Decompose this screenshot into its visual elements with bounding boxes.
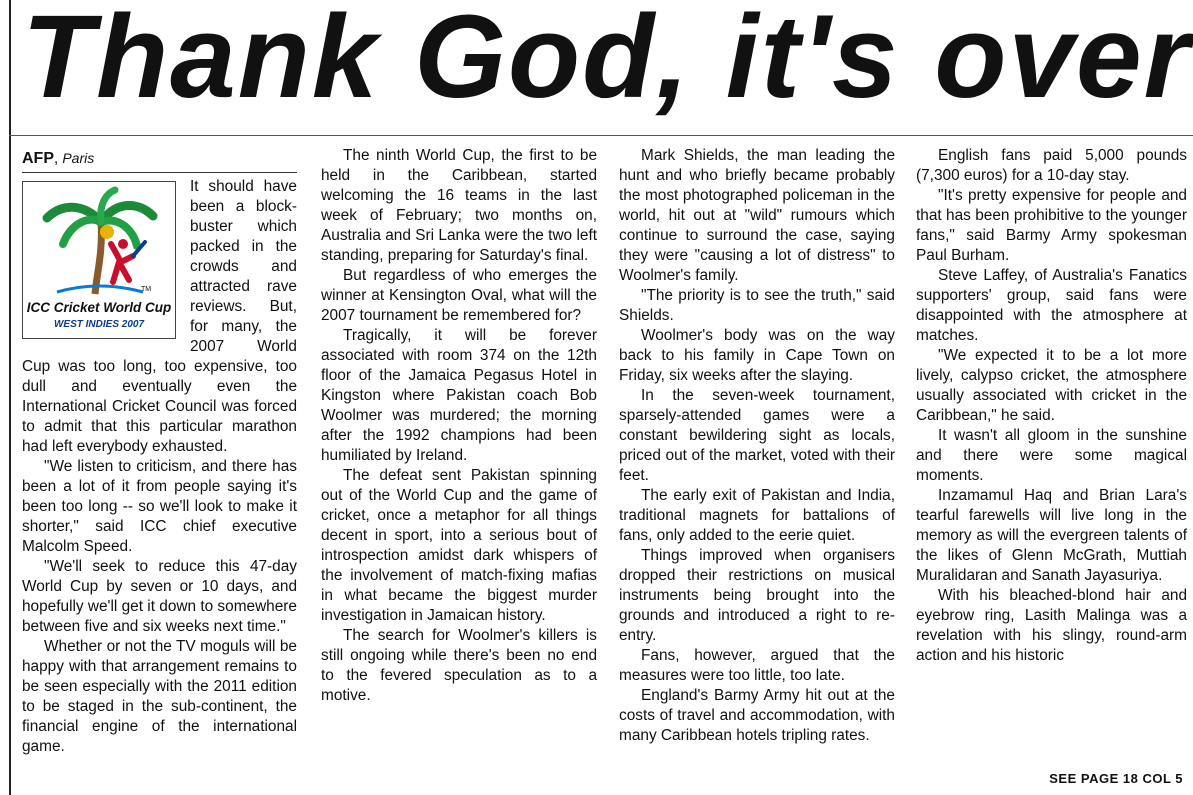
headline-rule bbox=[9, 135, 1193, 136]
paragraph: "The priority is to see the truth," said Shields. bbox=[619, 287, 895, 324]
paragraph: The early exit of Pakistan and India, traditional magnets for battalions of fans, only added to the eerie quiet. bbox=[619, 487, 895, 544]
paragraph: "We expected it to be a lot more lively, calypso cricket, the atmosphere usually associated with cricket in the Caribbean," he said. bbox=[916, 347, 1187, 424]
paragraph: But regardless of who emerges the winner at Kensington Oval, what will the 2007 tournament be remembered for? bbox=[321, 267, 597, 324]
paragraph: Fans, however, argued that the measures were too little, too late. bbox=[619, 647, 895, 684]
paragraph: "We'll seek to reduce this 47-day World Cup by seven or 10 days, and hopefully we'll get it down to somewhere between five and six weeks next time." bbox=[22, 558, 297, 635]
paragraph: The ninth World Cup, the first to be held in the Caribbean, started welcoming the 16 teams in the last week of February; two months on, Australia and Sri Lanka were the two left standing, preparing for Saturday's final. bbox=[321, 147, 597, 264]
paragraph: "It's pretty expensive for people and that has been prohibitive to the younger fans," said Barmy Army spokesman Paul Burham. bbox=[916, 187, 1187, 264]
logo-title: ICC Cricket World Cup bbox=[26, 300, 172, 315]
article-column-4 bbox=[916, 146, 1187, 666]
byline: AFP, Paris bbox=[22, 148, 297, 173]
article-column-2 bbox=[321, 146, 597, 706]
paragraph: Mark Shields, the man leading the hunt and who briefly became probably the most photographed policeman in the world, hit out at "wild" rumours which continue to surround the case, saying they were "causing a lot of distress" to Woolmer's family. bbox=[619, 147, 895, 284]
logo-tm: TM bbox=[141, 286, 152, 293]
paragraph: English fans paid 5,000 pounds (7,300 euros) for a 10-day stay. bbox=[916, 147, 1187, 184]
paragraph: It should have been a blockbuster which packed in the crowds and attracted rave reviews. But, for many, the 2007 World Cup was too long, too expensive, too dull and eventually even the International Cricket Council was forced to admit that this particular marathon had left everybody exhausted. bbox=[22, 178, 297, 455]
paragraph: Tragically, it will be forever associated with room 374 on the 12th floor of the Jamaica Pegasus Hotel in Kingston where Pakistan coach Bob Woolmer was murdered; the morning after the 1992 champions had been humiliated by Ireland. bbox=[321, 327, 597, 464]
paragraph: Steve Laffey, of Australia's Fanatics supporters' group, said fans were disappointed with the atmosphere at matches. bbox=[916, 267, 1187, 344]
paragraph: Whether or not the TV moguls will be happy with that arrangement remains to be seen especially with the 2011 edition to be staged in the sub-continent, the financial engine of the international game. bbox=[22, 638, 297, 755]
paragraph: Inzamamul Haq and Brian Lara's tearful farewells will live long in the memory as will the evergreen talents of the likes of Glenn McGrath, Muttiah Muralidaran and Sanath Jayasuriya. bbox=[916, 487, 1187, 584]
article-column-3 bbox=[619, 146, 895, 746]
byline-city: Paris bbox=[62, 150, 95, 166]
left-column-rule bbox=[9, 0, 11, 795]
jump-line: SEE PAGE 18 COL 5 bbox=[1049, 771, 1183, 786]
article-column-1 bbox=[22, 148, 297, 757]
world-cup-logo bbox=[22, 181, 176, 339]
paragraph: The search for Woolmer's killers is still ongoing while there's been no end to the fevered speculation as to a motive. bbox=[321, 627, 597, 704]
paragraph: With his bleached-blond hair and eyebrow ring, Lasith Malinga was a revelation with his slingy, round-arm action and his historic bbox=[916, 587, 1187, 664]
paragraph: "We listen to criticism, and there has been a lot of it from people saying it's been too long -- so we'll look to make it shorter," said ICC chief executive Malcolm Speed. bbox=[22, 458, 297, 555]
paragraph: England's Barmy Army hit out at the costs of travel and accommodation, with many Caribbean hotels tripling rates. bbox=[619, 687, 895, 744]
logo-subtitle: WEST INDIES 2007 bbox=[53, 319, 145, 330]
paragraph: In the seven-week tournament, sparsely-attended games were a constant bewildering sight as locals, priced out of the market, voted with their feet. bbox=[619, 387, 895, 484]
headline: Thank God, it's over bbox=[22, 0, 1192, 123]
paragraph: Things improved when organisers dropped their restrictions on musical instruments being brought into the grounds and introduced a right to re-entry. bbox=[619, 547, 895, 644]
paragraph: Woolmer's body was on the way back to his family in Cape Town on Friday, six weeks after the slaying. bbox=[619, 327, 895, 384]
paragraph: The defeat sent Pakistan spinning out of the World Cup and the game of cricket, once a metaphor for all things decent in sport, into a serious bout of introspection amidst dark whispers of the involvement of match-fixing mafias in what became the biggest murder investigation in Jamaican history. bbox=[321, 467, 597, 624]
byline-agency: AFP bbox=[22, 150, 54, 167]
paragraph: It wasn't all gloom in the sunshine and there were some magical moments. bbox=[916, 427, 1187, 484]
